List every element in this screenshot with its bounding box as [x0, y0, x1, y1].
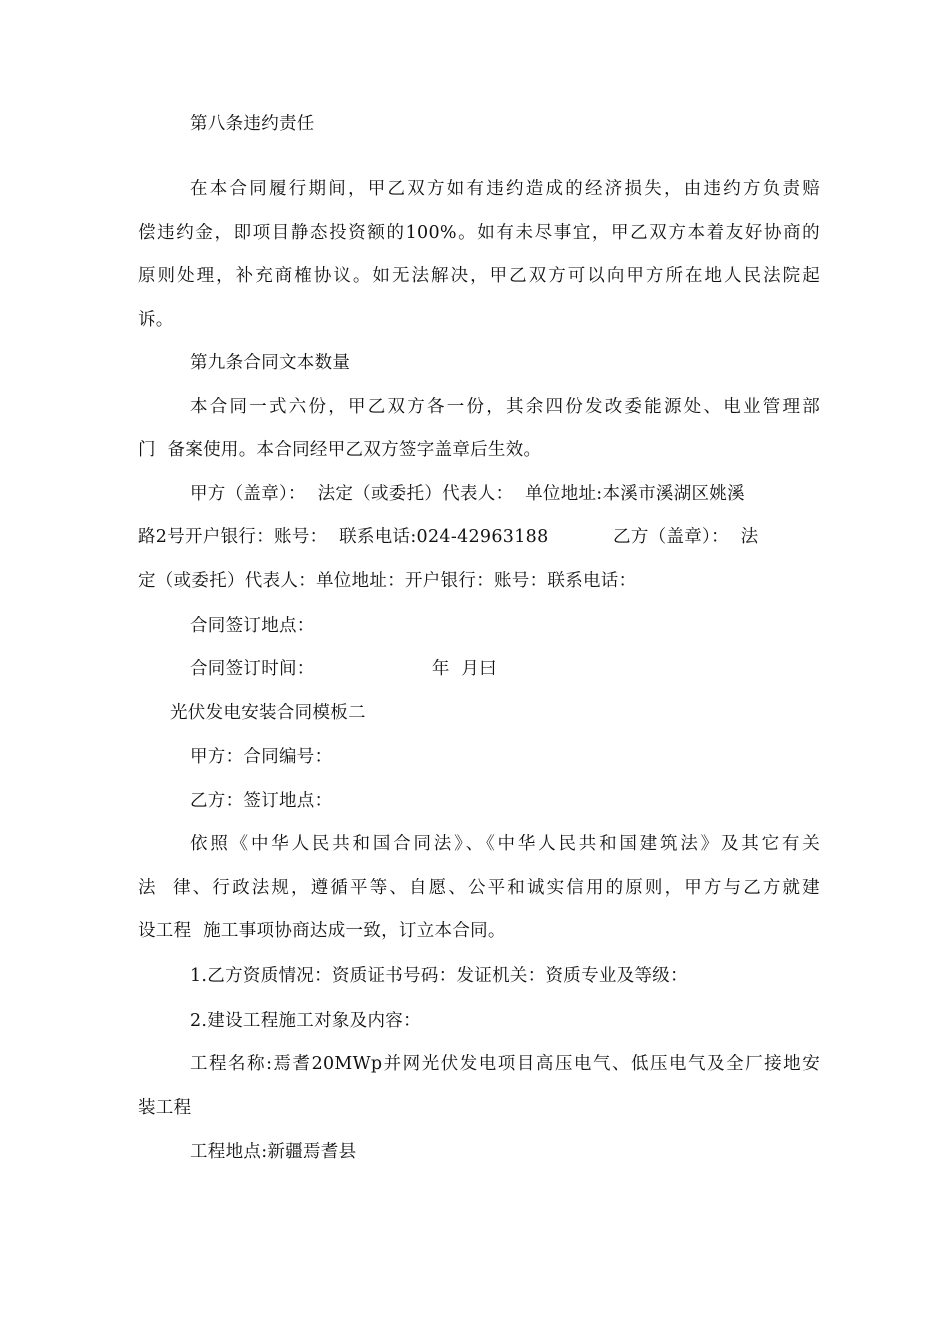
paragraph-line: 诉。 — [138, 310, 174, 330]
paragraph-line: 本合同一式六份，甲乙双方各一份，其余四份发改委能源处、电业管理部 — [190, 397, 820, 417]
paragraph-line: 依照《中华人民共和国合同法》、《中华人民共和国建筑法》及其它有关 — [190, 834, 820, 854]
paragraph-line: 门 备案使用。本合同经甲乙双方签字盖章后生效。 — [138, 440, 542, 460]
paragraph-line: 在本合同履行期间，甲乙双方如有违约造成的经济损失，由违约方负责赔 — [190, 179, 820, 199]
list-item: 1.乙方资质情况：资质证书号码：发证机关：资质专业及等级： — [190, 966, 688, 986]
signature-line: 路2号开户银行：账号： 联系电话:024-42963188 乙方（盖章）： 法 — [138, 527, 759, 547]
paragraph-line: 偿违约金，即项目静态投资额的100%。如有未尽事宜，甲乙双方本着友好协商的 — [138, 223, 820, 243]
section-heading-breach: 第八条违约责任 — [190, 114, 315, 134]
section-heading-copies: 第九条合同文本数量 — [190, 353, 351, 373]
party-b-line: 乙方：签订地点： — [190, 791, 333, 811]
signature-line: 甲方（盖章）： 法定（或委托）代表人： 单位地址:本溪市溪湖区姚溪 — [190, 484, 745, 504]
paragraph-line: 法 律、行政法规，遵循平等、自愿、公平和诚实信用的原则，甲方与乙方就建 — [138, 878, 820, 898]
party-a-line: 甲方：合同编号： — [190, 747, 333, 767]
project-name-line: 装工程 — [138, 1098, 192, 1118]
signing-time-label: 合同签订时间： 年 月曰 — [190, 659, 497, 679]
list-item: 2.建设工程施工对象及内容： — [190, 1011, 421, 1031]
signature-line: 定（或委托）代表人：单位地址：开户银行：账号：联系电话： — [138, 571, 637, 591]
template-title: 光伏发电安装合同模板二 — [170, 703, 366, 723]
project-name-line: 工程名称:焉耆20MWp并网光伏发电项目高压电气、低压电气及全厂接地安 — [190, 1054, 820, 1074]
paragraph-line: 设工程 施工事项协商达成一致，订立本合同。 — [138, 921, 506, 941]
signing-place-label: 合同签订地点： — [190, 616, 315, 636]
paragraph-line: 原则处理，补充商榷协议。如无法解决，甲乙双方可以向甲方所在地人民法院起 — [138, 266, 820, 286]
project-location-line: 工程地点:新疆焉耆县 — [190, 1142, 357, 1162]
